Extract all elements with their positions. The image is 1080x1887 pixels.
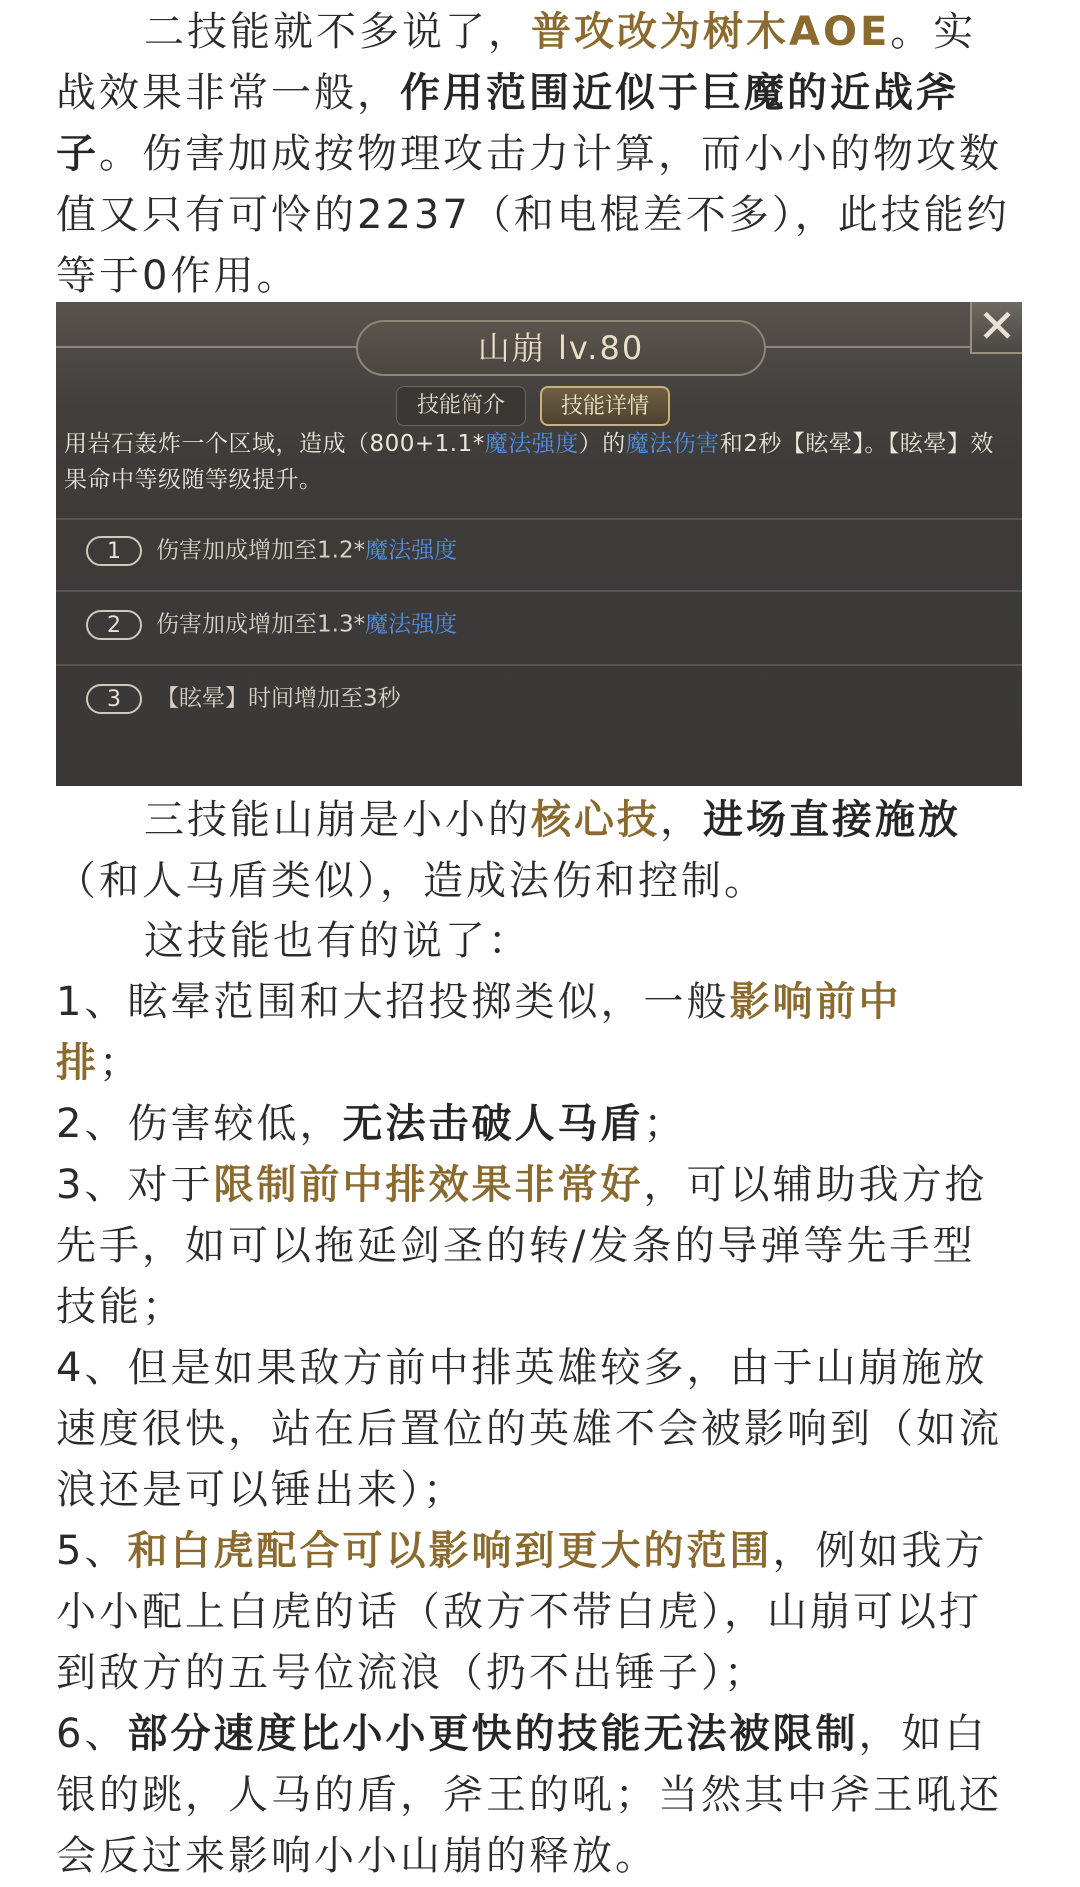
tab-skill-detail: 技能详情: [540, 386, 670, 426]
bold-text: 进场直接施放: [703, 797, 961, 843]
bold-text: 无法击破人马盾: [342, 1101, 644, 1147]
point-5: 5、和白虎配合可以影响到更大的范围，例如我方小小配上白虎的话（敌方不带白虎），山崩可以打到敌方的五号位流浪（扔不出锤子）；: [56, 1528, 988, 1696]
highlight-text: 和白虎配合可以影响到更大的范围: [127, 1528, 773, 1574]
skill-description: 用岩石轰炸一个区域，造成（800+1.1*魔法强度）的魔法伤害和2秒【眩晕】。【眩晕】效果命中等级随等级提升。: [64, 431, 994, 493]
paragraph-skill-two: 二技能就不多说了，普攻改为树木AOE。实战效果非常一般，作用范围近似于巨魔的近战斧子。伤害加成按物理攻击力计算，而小小的物攻数值又只有可怜的2237（和电棍差不多），此技能约等于0作用。: [56, 9, 1010, 299]
skill-title: 山崩 lv.80: [477, 329, 645, 367]
upgrade-row: 1 伤害加成增加至1.2*魔法强度: [86, 530, 457, 570]
panel-header: [56, 302, 1022, 394]
highlight-text: 核心技: [531, 797, 660, 843]
game-skill-screenshot: [56, 302, 1022, 786]
point-3: 3、对于限制前中排效果非常好，可以辅助我方抢先手，如可以拖延剑圣的转/发条的导弹等先手型技能；: [56, 1162, 988, 1330]
paragraph-points-intro: 这技能也有的说了：: [144, 918, 531, 964]
highlight-text: 影响前中排: [56, 979, 902, 1086]
upgrade-number-badge: 2: [86, 610, 142, 640]
close-icon: ✕: [970, 302, 1022, 354]
upgrade-number-badge: 3: [86, 684, 142, 714]
point-2: 2、伤害较低，无法击破人马盾；: [56, 1101, 687, 1147]
divider: [56, 590, 1022, 592]
divider: [56, 664, 1022, 666]
header-ornament-left: [56, 346, 386, 348]
highlight-text: 普攻改为树木AOE: [531, 9, 891, 55]
highlight-text: 限制前中排效果非常好: [213, 1162, 644, 1208]
point-4: 4、但是如果敌方前中排英雄较多，由于山崩施放速度很快，站在后置位的英雄不会被影响到（如流浪还是可以锤出来）；: [56, 1345, 1002, 1513]
divider: [56, 518, 1022, 520]
upgrade-row: 2 伤害加成增加至1.3*魔法强度: [86, 604, 457, 644]
bold-text: 部分速度比小小更快的技能无法被限制: [127, 1711, 859, 1757]
upgrade-number-badge: 1: [86, 536, 142, 566]
point-1: 1、眩晕范围和大招投掷类似，一般影响前中排；: [56, 979, 902, 1086]
paragraph-skill-three: 三技能山崩是小小的核心技，进场直接施放（和人马盾类似），造成法伤和控制。: [56, 797, 961, 904]
bold-text: 作用范围近似于巨魔的近战斧子: [56, 70, 959, 177]
upgrade-row: 3 【眩晕】时间增加至3秒: [86, 678, 401, 718]
point-6: 6、部分速度比小小更快的技能无法被限制，如白银的跳，人马的盾，斧王的吼；当然其中斧王吼还会反过来影响小小山崩的释放。: [56, 1711, 1002, 1879]
tab-skill-intro: 技能简介: [396, 386, 526, 426]
